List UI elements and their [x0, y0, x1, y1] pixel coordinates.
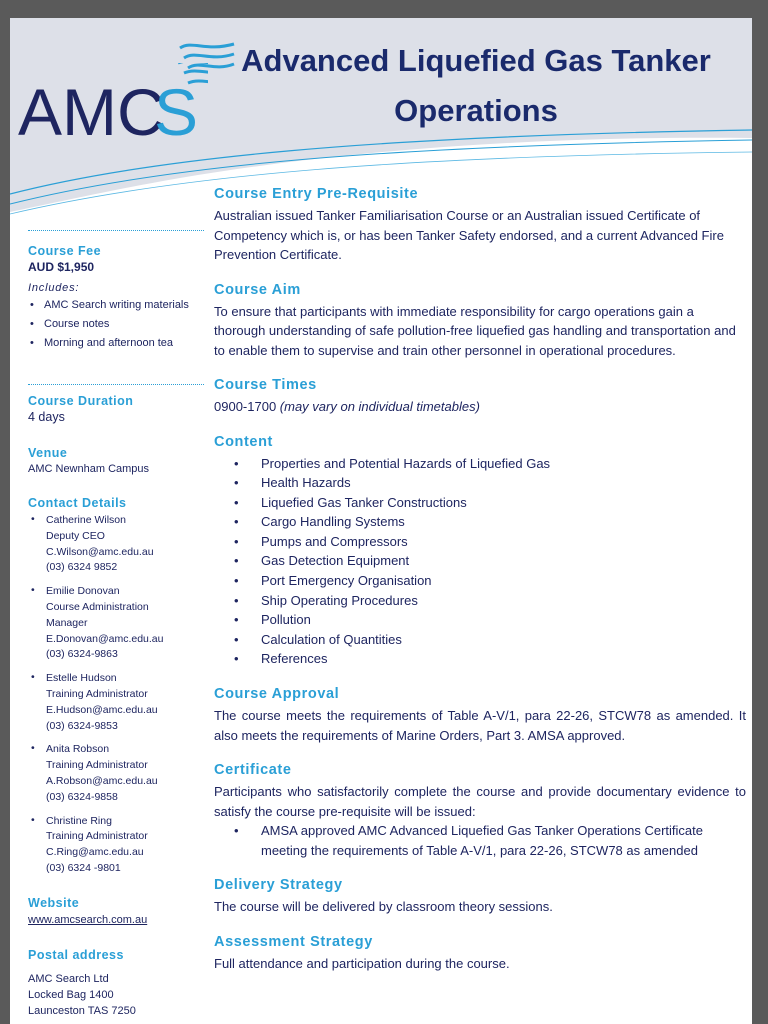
- contact-card: • Estelle Hudson Training Administrator E.Hudson@amc.edu.au (03) 6324-9853: [28, 671, 204, 734]
- website-link[interactable]: www.amcsearch.com.au: [28, 914, 148, 926]
- certificate-list: [214, 821, 746, 860]
- contact-email[interactable]: A.Robson@amc.edu.au: [46, 774, 158, 787]
- section-aim: [214, 282, 746, 361]
- list-item: • Cargo Handling Systems: [234, 514, 405, 530]
- section-heading: Content: [214, 433, 273, 450]
- section-heading: Course Approval: [214, 686, 340, 703]
- website-heading: Website: [28, 896, 80, 910]
- contact-name: Christine Ring: [46, 814, 112, 827]
- svg-text:AMC: AMC: [18, 75, 165, 149]
- section-heading: Assessment Strategy: [214, 933, 373, 950]
- section-times: [214, 377, 746, 417]
- amcs-logo: [18, 63, 208, 153]
- contact-card: • Emilie Donovan Course Administration Manager E.Donovan@amc.edu.au (03) 6324-9863: [28, 584, 204, 663]
- contact-role: Training Administrator: [46, 687, 148, 700]
- fee-value: AUD $1,950: [28, 260, 95, 274]
- section-heading: Course Times: [214, 377, 317, 393]
- includes-list: [28, 298, 204, 351]
- contact-phone: (03) 6324-9863: [46, 648, 118, 661]
- section-heading: Course Entry Pre-Requisite: [214, 186, 419, 202]
- duration-value: 4 days: [28, 410, 65, 424]
- list-item: • Health Hazards: [234, 475, 351, 491]
- section-approval: [214, 686, 746, 745]
- section-text: To ensure that participants with immediate responsibility for cargo operations gain a thorough understanding of safe pollution-free liquefied gas handling and transportation and to enable them to supervise and train other personnel in operational procedures.: [214, 303, 736, 358]
- svg-text:S: S: [154, 75, 199, 149]
- list-item: • AMSA approved AMC Advanced Liquefied Gas Tanker Operations Certificate meeting the requirements of Table A-V/1, para 22-26, STCW78 as amended: [234, 823, 704, 858]
- section-content: [214, 434, 746, 670]
- title-line-1: Advanced Liquefied Gas Tanker: [241, 43, 711, 78]
- contact-phone: (03) 6324-9853: [46, 719, 118, 732]
- title-line-2: Operations: [394, 93, 558, 128]
- contact-email[interactable]: C.Ring@amc.edu.au: [46, 846, 144, 859]
- list-item: • Port Emergency Organisation: [234, 573, 432, 589]
- contact-email[interactable]: E.Donovan@amc.edu.au: [46, 632, 164, 645]
- section-heading: Delivery Strategy: [214, 877, 343, 894]
- list-item: • Morning and afternoon tea: [28, 336, 204, 351]
- contact-role: Course Administration Manager: [46, 600, 149, 629]
- section-heading: Certificate: [214, 762, 292, 779]
- contact-name: Catherine Wilson: [46, 514, 126, 526]
- section-heading: Course Aim: [214, 281, 301, 298]
- postal-line: Launceston TAS 7250: [28, 1004, 136, 1017]
- venue-heading: Venue: [28, 446, 68, 460]
- section-delivery: [214, 877, 746, 917]
- postal-address: [28, 972, 204, 1019]
- list-item: • Liquefied Gas Tanker Constructions: [234, 494, 467, 510]
- section-text: Australian issued Tanker Familiarisation Course or an Australian issued Certificate of Competency which is, or has been Tanker Safety endorsed, and a current Advanced Fire Prevention Certificate.: [214, 208, 724, 262]
- contact-card: • Catherine Wilson Deputy CEO C.Wilson@amc.edu.au (03) 6324 9852: [28, 513, 204, 576]
- contact-name: Anita Robson: [46, 743, 110, 756]
- main-content: [214, 186, 746, 973]
- contact-name: Estelle Hudson: [46, 672, 117, 685]
- content-list: [214, 454, 746, 670]
- flyer-page: [10, 18, 752, 1024]
- section-text: Participants who satisfactorily complete the course and provide documentary evidence to satisfy the course pre-requisite will be issued:: [214, 784, 746, 819]
- list-item: • Ship Operating Procedures: [234, 592, 418, 608]
- contact-card: • Anita Robson Training Administrator A.Robson@amc.edu.au (03) 6324-9858: [28, 742, 204, 805]
- document-title: [220, 36, 732, 136]
- fee-heading: Course Fee: [28, 244, 102, 258]
- section-text: The course meets the requirements of Table A-V/1, para 22-26, STCW78 as amended. It also meets the requirements of Marine Orders, Part 3. AMSA approved.: [214, 708, 746, 743]
- contact-role: Training Administrator: [46, 759, 148, 772]
- list-item: • References: [234, 651, 328, 667]
- times-note: (may vary on individual timetables): [279, 399, 480, 414]
- section-prerequisite: [214, 186, 746, 265]
- contact-email[interactable]: E.Hudson@amc.edu.au: [46, 703, 158, 716]
- postal-line: AMC Search Ltd: [28, 973, 109, 985]
- list-item: • Properties and Potential Hazards of Liquefied Gas: [234, 455, 551, 471]
- duration-heading: Course Duration: [28, 394, 134, 408]
- postal-heading: Postal address: [28, 948, 124, 962]
- postal-line: Locked Bag 1400: [28, 988, 114, 1001]
- sidebar-divider: [28, 384, 204, 385]
- section-text: [214, 397, 746, 417]
- venue-value: AMC Newnham Campus: [28, 463, 150, 475]
- section-certificate: [214, 762, 746, 860]
- sidebar-divider: [28, 230, 204, 231]
- contact-role: Deputy CEO: [46, 529, 105, 542]
- contact-name: Emilie Donovan: [46, 585, 120, 598]
- contact-phone: (03) 6324 9852: [46, 561, 118, 574]
- contact-heading: Contact Details: [28, 496, 127, 510]
- contact-email[interactable]: C.Wilson@amc.edu.au: [46, 545, 154, 558]
- contact-phone: (03) 6324 -9801: [46, 861, 121, 874]
- list-item: • Calculation of Quantities: [234, 631, 402, 647]
- section-text: Full attendance and participation during the course.: [214, 955, 510, 971]
- times-value: 0900-1700: [214, 399, 277, 414]
- list-item: • Pollution: [234, 612, 311, 628]
- list-item: • Gas Detection Equipment: [234, 553, 410, 569]
- section-text: The course will be delivered by classroom theory sessions.: [214, 899, 553, 915]
- contact-card: • Christine Ring Training Administrator C.Ring@amc.edu.au (03) 6324 -9801: [28, 814, 204, 877]
- contact-phone: (03) 6324-9858: [46, 790, 118, 803]
- list-item: • Course notes: [28, 317, 204, 332]
- section-assessment: [214, 934, 746, 974]
- contact-role: Training Administrator: [46, 830, 148, 843]
- includes-label: Includes:: [28, 282, 80, 294]
- list-item: • Pumps and Compressors: [234, 533, 408, 549]
- list-item: • AMC Search writing materials: [28, 298, 204, 313]
